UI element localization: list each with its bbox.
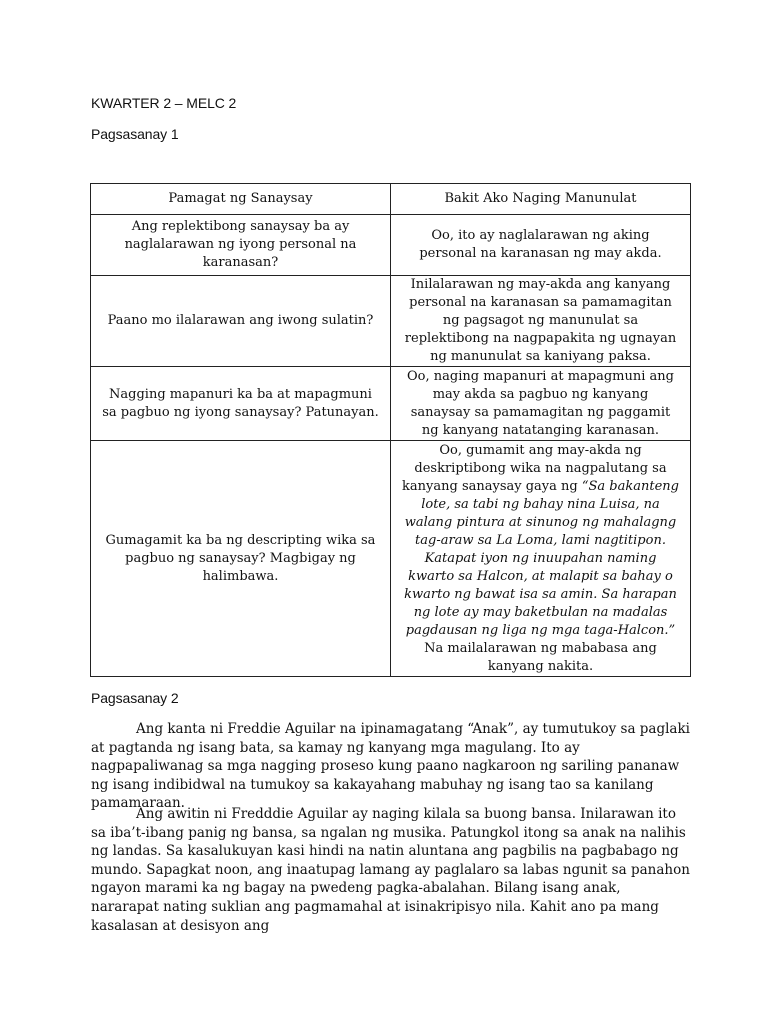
question-cell: Nagging mapanuri ka ba at mapagmuni sa pagbuo ng iyong sanaysay? Patunayan. [91,367,391,441]
column-header-reason: Bakit Ako Naging Manunulat [391,184,691,215]
body-paragraph: Ang awitin ni Fredddie Aguilar ay naging kilala sa buong bansa. Inilarawan ito sa iba’t-ibang panig ng bansa, sa ngalan ng musika. Patungkol itong sa anak na nalihis ng landas. Sa kasalukuyan kasi hindi na natin aluntana ang pagbilis na pagbabago ng mundo. Sapagkat noon, ang inaatupag lamang ay paglalaro sa labas ngunit sa panahon ngayon marami ka ng bagay na pwedeng pagka-abalahan. Bilang isang anak, nararapat nating suklian ang pagmamahal at isinakripisyo nila. Kahit ano pa mang kasalasan at desisyon ang [91,806,690,934]
answer-outro: Na mailalarawan ng mababasa ang kanyang nakita. [424,641,657,674]
question-cell: Gumagamit ka ba ng descripting wika sa pagbuo ng sanaysay? Magbigay ng halimbawa. [91,441,391,677]
answer-quote: “Sa bakanteng lote, sa tabi ng bahay nina Luisa, na walang pintura at sinunog ng mahalagng tag-araw sa La Loma, lami nagtitipon. Katapat iyon ng inuupahan naming kwarto sa Halcon, at malapit sa bahay o kwarto ng bawat isa sa amin. Sa harapan ng lote ay may baketbulan na madalas pagdausan ng liga ng mga taga-Halcon.” [404,479,679,638]
table-header-row [91,184,691,215]
table-row [91,215,691,276]
answer-cell: Oo, naging mapanuri at mapagmuni ang may akda sa pagbuo ng kanyang sanaysay sa pamamagitan ng paggamit ng kanyang natatanging karanasan. [391,367,691,441]
answer-cell [391,441,691,677]
question-cell: Paano mo ilalarawan ang iwong sulatin? [91,276,391,367]
answer-cell: Inilalarawan ng may-akda ang kanyang personal na karanasan sa pamamagitan ng pagsagot ng manunulat sa replektibong na nagpapakita ng ugnayan ng manunulat sa kaniyang paksa. [391,276,691,367]
document-title: KWARTER 2 – MELC 2 [91,95,237,111]
answer-intro: Oo, gumamit ang may-akda ng deskriptibong wika na nagpalutang sa kanyang sanaysay gaya ng [402,443,667,494]
body-paragraph: Ang kanta ni Freddie Aguilar na ipinamagatang “Anak”, ay tumutukoy sa paglaki at pagtanda ng isang bata, sa kamay ng kanyang mga magulang. Ito ay nagpapaliwanag sa mga nagging proseso kung paano nagkaroon ng sariling pananaw ng isang indibidwal na tumukoy sa kakayahang mabuhay ng isang tao sa kanilang pamamaraan. [91,721,690,812]
table-row [91,367,691,441]
essay-table [90,183,691,677]
table-row [91,276,691,367]
answer-cell: Oo, ito ay naglalarawan ng aking personal na karanasan ng may akda. [391,215,691,276]
exercise-2-heading: Pagsasanay 2 [91,690,179,706]
column-header-title: Pamagat ng Sanaysay [91,184,391,215]
table-row [91,441,691,677]
exercise-1-heading: Pagsasanay 1 [91,126,179,142]
question-cell: Ang replektibong sanaysay ba ay naglalarawan ng iyong personal na karanasan? [91,215,391,276]
